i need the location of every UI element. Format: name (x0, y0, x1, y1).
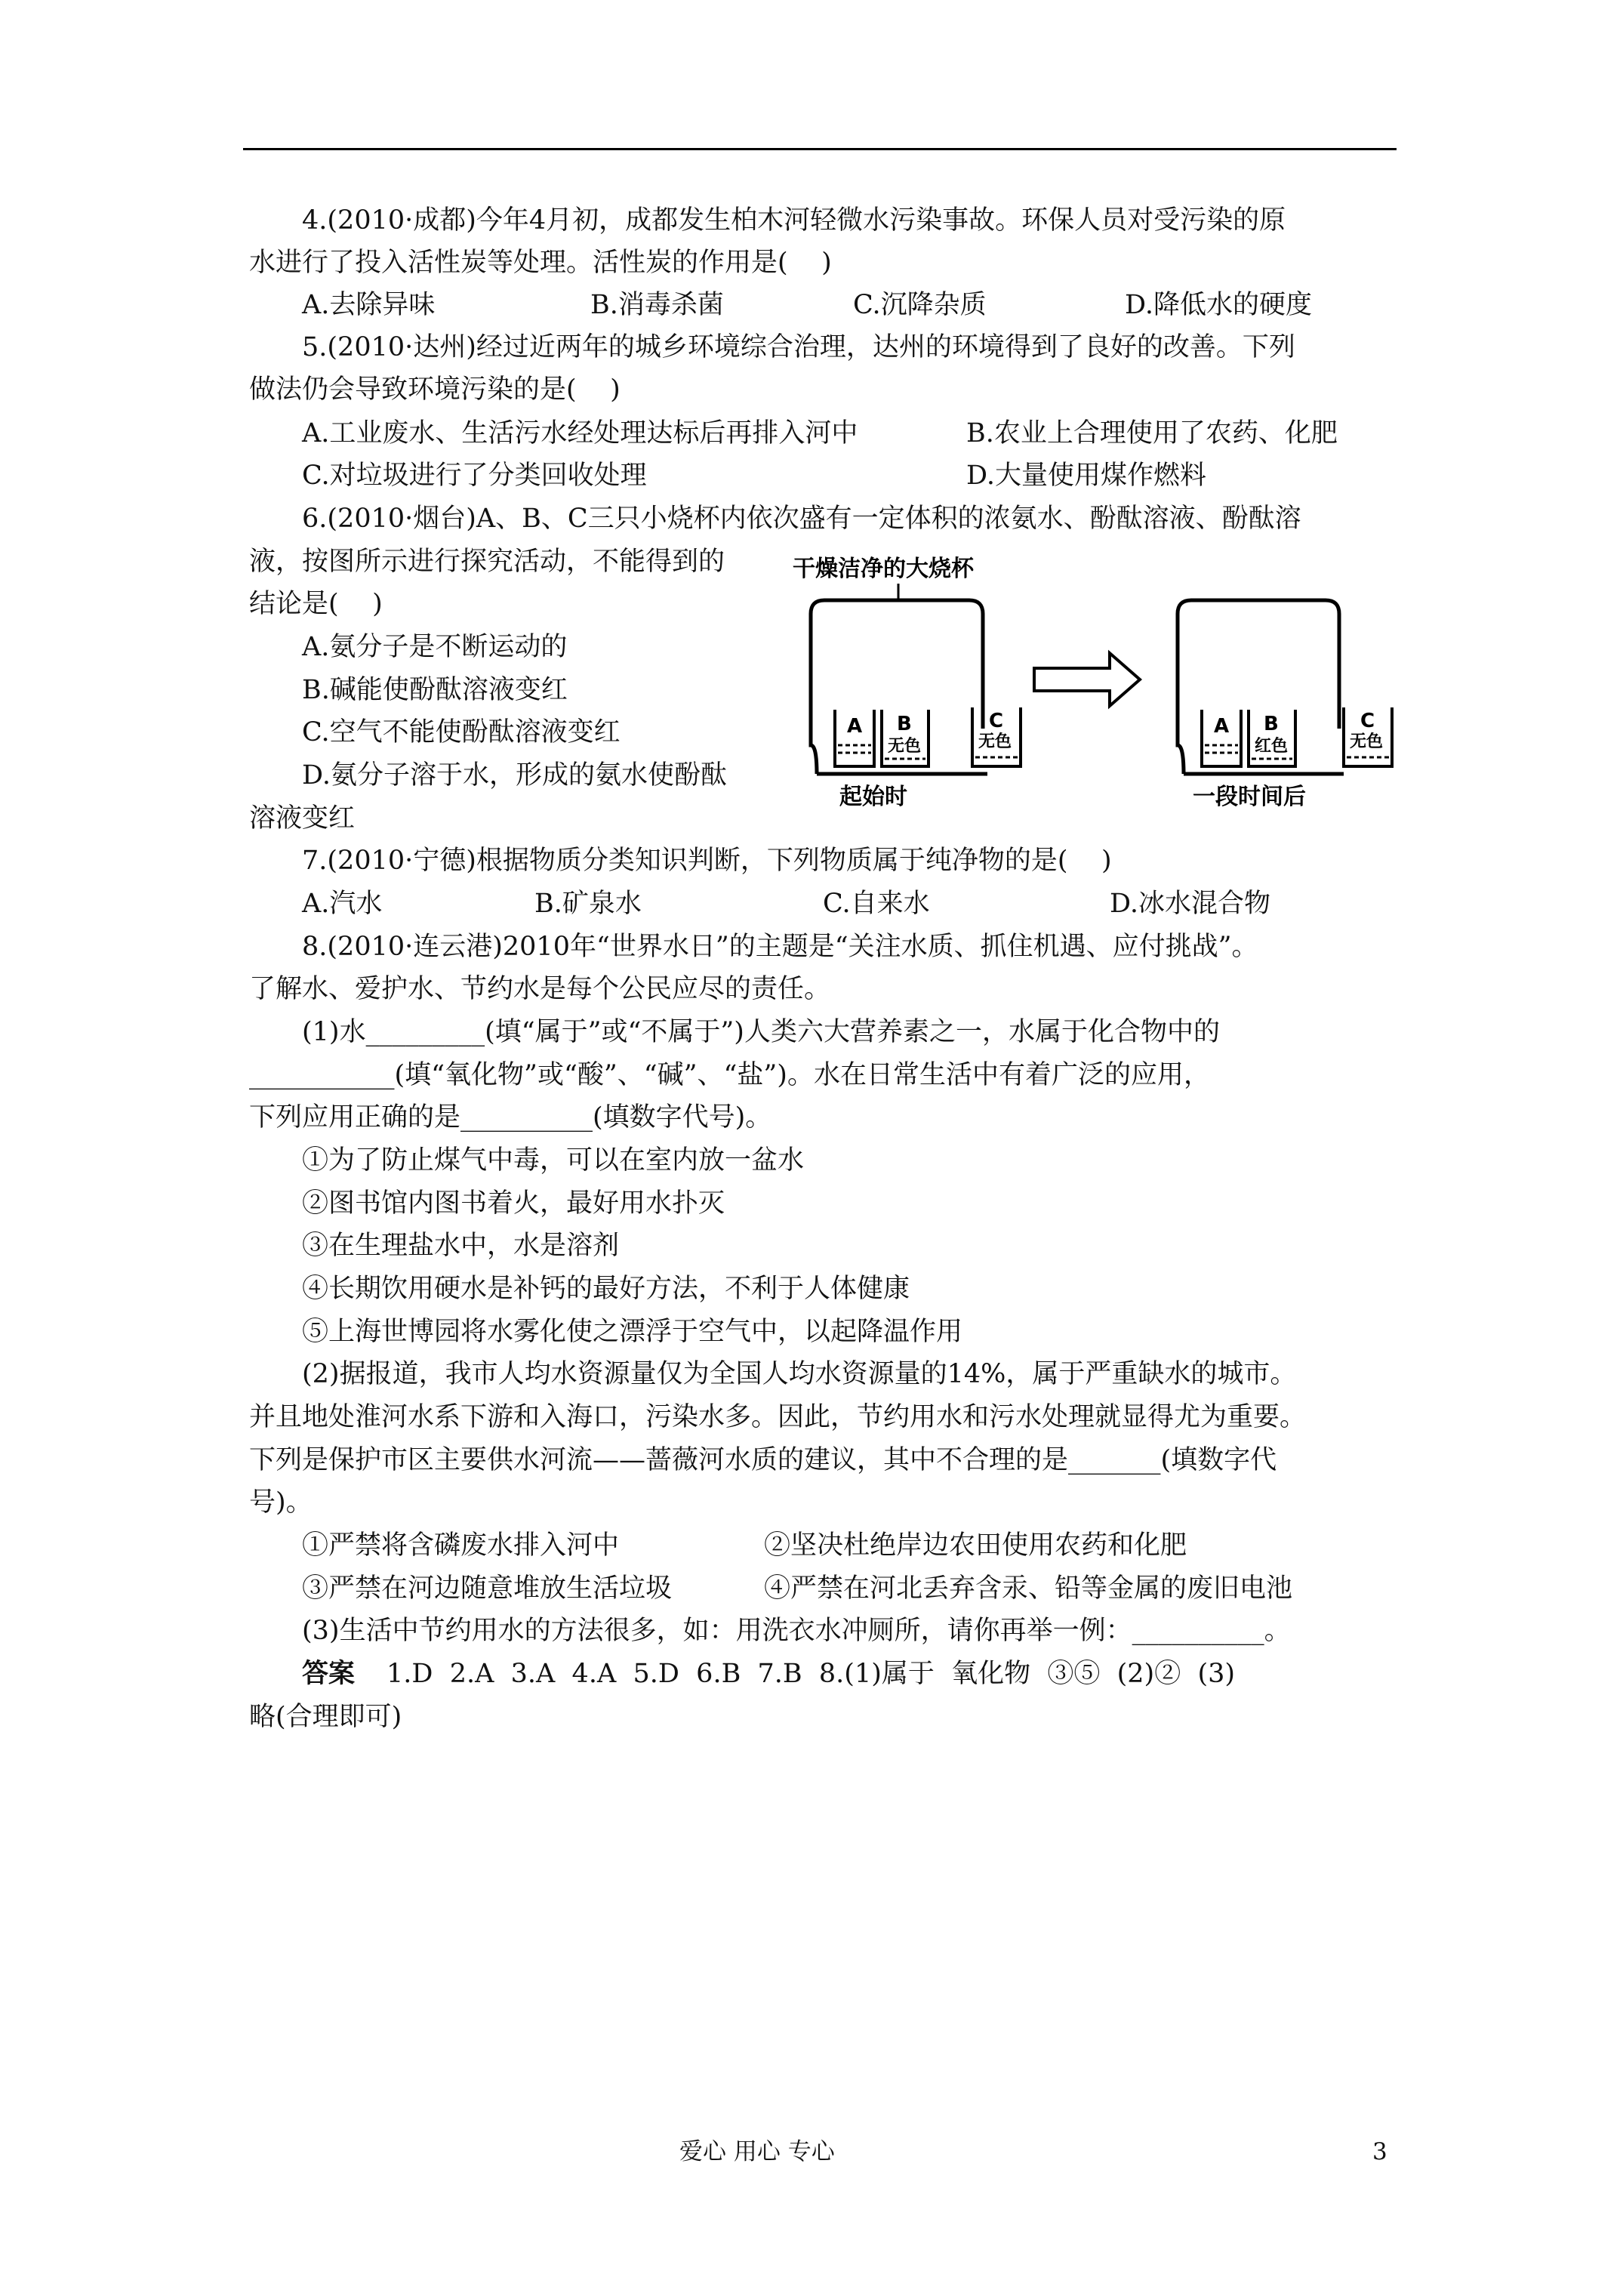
q8-item-4: ④长期饮用硬水是补钙的最好方法，不利于人体健康 (302, 1274, 910, 1304)
beaker-c-label: C (989, 710, 1004, 732)
beaker-b-red-label: 红色 (1255, 737, 1289, 756)
q8-stem-line2: 了解水、爱护水、节约水是每个公民应尽的责任。 (249, 974, 831, 1004)
big-beaker-label: 干燥洁净的大烧杯 (793, 556, 974, 582)
beaker-experiment-figure (785, 547, 1412, 812)
q8-part2-line1: (2)据报道，我市人均水资源量仅为全国人均水资源量的14%，属于严重缺水的城市。 (302, 1359, 1297, 1389)
q6-option-d-line1: D.氨分子溶于水，形成的氨水使酚酞 (302, 760, 727, 791)
q7-option-b: B.矿泉水 (534, 889, 642, 919)
q8-item-1: ①为了防止煤气中毒，可以在室内放一盆水 (302, 1145, 805, 1176)
q4-option-a: A.去除异味 (302, 290, 436, 320)
q7-option-c: C.自来水 (823, 889, 930, 919)
q6-stem-line3: 结论是( ) (249, 589, 383, 619)
q6-stem-line1: 6.(2010·烟台)A、B、C三只小烧杯内依次盛有一定体积的浓氨水、酚酞溶液、酚酞溶 (302, 504, 1301, 534)
q5-option-d: D.大量使用煤作燃料 (966, 461, 1206, 491)
q6-option-c: C.空气不能使酚酞溶液变红 (302, 717, 621, 747)
beaker-c-after-colorless-label: 无色 (1350, 732, 1384, 751)
beaker-b-label: B (897, 713, 912, 735)
q4-option-d: D.降低水的硬度 (1125, 290, 1312, 320)
q8-part1-line2: ___________(填“氧化物”或“酸”、“碱”、“盐”)。水在日常生活中有着广泛的应用， (249, 1060, 1210, 1090)
beaker-a-start (835, 710, 874, 766)
beaker-b-after-label: B (1264, 713, 1279, 735)
header-rule (243, 148, 1397, 150)
q6-stem-line2: 液，按图所示进行探究活动，不能得到的 (249, 547, 725, 577)
after-label: 一段时间后 (1193, 784, 1306, 810)
q5-stem-line1: 5.(2010·达州)经过近两年的城乡环境综合治理，达州的环境得到了良好的改善。下列 (302, 332, 1295, 362)
page-number: 3 (1372, 2138, 1387, 2165)
q8-item-2: ②图书馆内图书着火，最好用水扑灭 (302, 1188, 725, 1219)
q8-suggestion-3: ③严禁在河边随意堆放生活垃圾 (302, 1573, 673, 1604)
q8-item-3: ③在生理盐水中，水是溶剂 (302, 1231, 620, 1261)
q8-stem-line1: 8.(2010·连云港)2010年“世界水日”的主题是“关注水质、抓住机遇、应付挑战”。 (302, 932, 1258, 962)
q6-option-a: A.氨分子是不断运动的 (302, 632, 568, 662)
q5-stem-line2: 做法仍会导致环境污染的是( ) (249, 374, 621, 405)
arrow-right-icon (1034, 653, 1140, 706)
q5-option-a: A.工业废水、生活污水经处理达标后再排入河中 (302, 418, 858, 448)
q8-suggestion-2: ②坚决杜绝岸边农田使用农药和化肥 (764, 1530, 1187, 1561)
q8-part2-line3: 下列是保护市区主要供水河流——蔷薇河水质的建议，其中不合理的是_______(填数字代 (249, 1445, 1277, 1475)
start-label: 起始时 (839, 784, 907, 810)
q6-option-d-line2: 溶液变红 (249, 803, 356, 834)
beaker-a-label: A (847, 715, 863, 738)
q8-part3: (3)生活中节约用水的方法很多，如：用洗衣水冲厕所，请你再举一例：__________。 (302, 1616, 1291, 1646)
answer-line1: 1.D 2.A 3.A 4.A 5.D 6.B 7.B 8.(1)属于 氧化物 ③⑤ (2)② (3) (387, 1659, 1236, 1689)
q7-stem: 7.(2010·宁德)根据物质分类知识判断，下列物质属于纯净物的是( ) (302, 846, 1112, 876)
beaker-b-colorless-label: 无色 (888, 737, 922, 756)
q7-option-d: D.冰水混合物 (1110, 889, 1270, 919)
q5-option-c: C.对垃圾进行了分类回收处理 (302, 461, 647, 491)
q8-part1-line1: (1)水_________(填“属于”或“不属于”)人类六大营养素之一，水属于化合物中的 (302, 1017, 1220, 1047)
beaker-a-after (1202, 710, 1241, 766)
q5-option-b: B.农业上合理使用了农药、化肥 (966, 418, 1338, 448)
q4-option-c: C.沉降杂质 (853, 290, 987, 320)
q8-part2-line2: 并且地处淮河水系下游和入海口，污染水多。因此，节约用水和污水处理就显得尤为重要。 (249, 1402, 1307, 1432)
beaker-b-after (1249, 710, 1295, 766)
beaker-c-start (972, 707, 1021, 766)
q8-part2-line4: 号)。 (249, 1487, 313, 1518)
q8-part1-line3: 下列应用正确的是__________(填数字代号)。 (249, 1102, 772, 1133)
q4-stem-line2: 水进行了投入活性炭等处理。活性炭的作用是( ) (249, 248, 832, 278)
q4-stem-line1: 4.(2010·成都)今年4月初，成都发生柏木河轻微水污染事故。环保人员对受污染的原 (302, 205, 1286, 236)
q4-option-b: B.消毒杀菌 (590, 290, 724, 320)
beaker-c-colorless-label: 无色 (978, 732, 1012, 751)
q8-item-5: ⑤上海世博园将水雾化使之漂浮于空气中，以起降温作用 (302, 1317, 963, 1347)
q6-option-b: B.碱能使酚酞溶液变红 (302, 675, 568, 705)
beaker-b-start (882, 710, 929, 766)
beaker-c-after-label: C (1360, 710, 1375, 732)
answer-line2: 略(合理即可) (249, 1702, 402, 1732)
q8-suggestion-1: ①严禁将含磷废水排入河中 (302, 1530, 620, 1561)
footer-motto: 爱心 用心 专心 (679, 2138, 835, 2165)
q8-suggestion-4: ④严禁在河北丢弃含汞、铅等金属的废旧电池 (764, 1573, 1293, 1604)
beaker-a-after-label: A (1214, 715, 1230, 738)
beaker-c-after (1344, 707, 1392, 766)
answer-label: 答案 (302, 1658, 356, 1689)
q7-option-a: A.汽水 (302, 889, 383, 919)
